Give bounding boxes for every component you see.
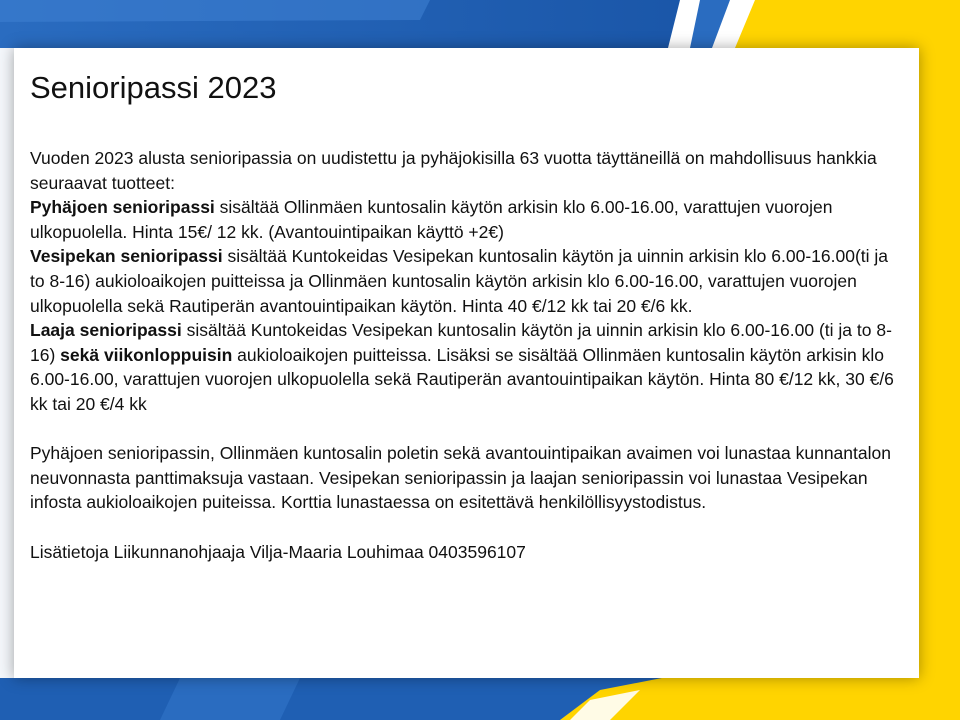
redemption-text: Pyhäjoen senioripassin, Ollinmäen kuntosalin poletin sekä avantouintipaikan avaimen voi lunastaa kunnantalon neuvonnasta panttimaksuja vastaan. Vesipekan senioripassin ja laajan senioripassin voi lunastaa Vesipekan infosta aukioloaikojen puiteissa. Korttia lunastaessa on esitettävä henkilöllisyystodistus.	[30, 443, 891, 513]
product-description: sisältää Kuntokeidas Vesipekan kuntosalin käytön ja uinnin arkisin klo 6.00-16.00(ti ja to 8-16) aukioloaikojen puitteissa ja Ollinmäen kuntosalin käytön arkisin klo 6.00-16.00, varattujen vuorojen ulkopuolella sekä Rautiperän avantouintipaikan käytön. Hinta 40 €/12 kk tai 20 €/6 kk.	[30, 246, 889, 316]
spacer	[30, 417, 898, 442]
product-name: Laaja senioripassi	[30, 320, 182, 341]
page-title: Senioripassi 2023	[30, 70, 277, 105]
spacer	[30, 515, 898, 540]
product-description: sisältää Ollinmäen kuntosalin käytön arkisin klo 6.00-16.00, varattujen vuorojen ulkopuolella. Hinta 15€/ 12 kk. (Avantouintipaikan käyttö +2€)	[30, 197, 833, 242]
slide-card	[14, 48, 919, 678]
intro-text: Vuoden 2023 alusta senioripassia on uudistettu ja pyhäjokisilla 63 vuotta täyttäneillä on mahdollisuus hankkia seuraavat tuotteet:	[30, 148, 877, 193]
contact-text: Lisätietoja Liikunnanohjaaja Vilja-Maaria Louhimaa 0403596107	[30, 541, 526, 562]
product-name: Vesipekan senioripassi	[30, 246, 223, 267]
product-description: aukioloaikojen puitteissa. Lisäksi se sisältää Ollinmäen kuntosalin käytön arkisin klo 6.00-16.00, varattujen vuorojen ulkopuolella sekä Rautiperän avantouintipaikan käytön. Hinta 80 €/12 kk, 30 €/6 kk tai 20 €/4 kk	[30, 344, 894, 414]
product-name: Pyhäjoen senioripassi	[30, 197, 215, 218]
product-vesipekka	[30, 244, 898, 318]
slide-body	[30, 146, 898, 564]
product-description: sisältää Kuntokeidas Vesipekan kuntosalin käytön ja uinnin arkisin klo 6.00-16.00 (ti ja to 8-16)	[30, 320, 892, 365]
product-pyhajoki	[30, 195, 898, 244]
product-emphasis: sekä viikonloppuisin	[60, 344, 233, 365]
product-laaja	[30, 318, 898, 416]
